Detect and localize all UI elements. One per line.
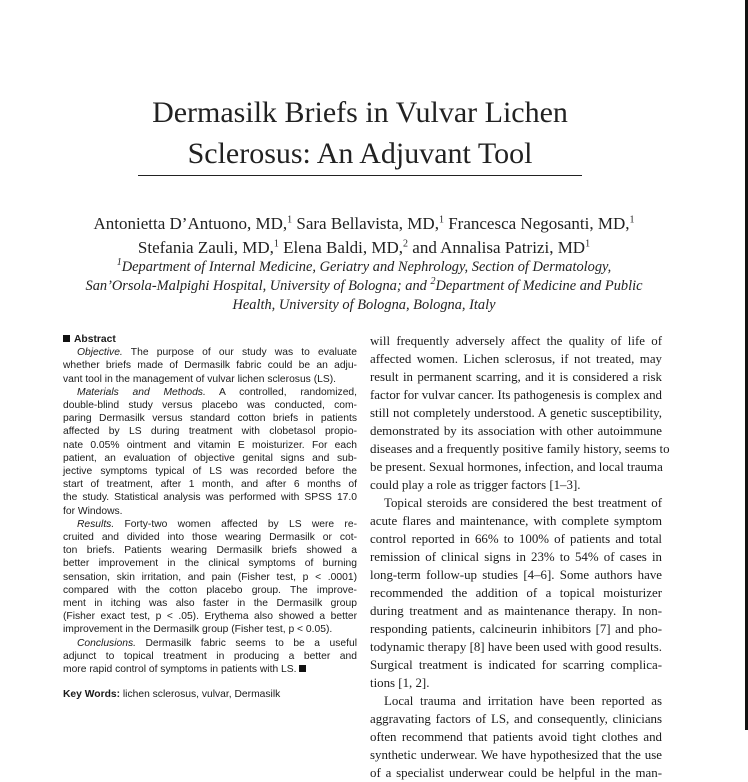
body-line: aggravating factors of LS, and consequently, clinicians: [370, 712, 662, 726]
abstract-conclusions: [63, 637, 357, 677]
affiliation-line: [40, 277, 688, 296]
body-line: be present. Sexual hormones, infection, and local trauma: [370, 460, 663, 474]
keywords-label: Key Words:: [63, 689, 121, 701]
body-paragraph: [370, 494, 662, 692]
body-line: Surgical treatment is indicated for scarring complica-: [370, 658, 662, 672]
author-line: [40, 236, 688, 260]
body-line: factor for vulvar cancer. Its pathogenesis is complex and: [370, 388, 662, 402]
body-line: Topical steroids are considered the best treatment of: [384, 496, 662, 510]
section-label: Results.: [77, 518, 115, 530]
title-line: Dermasilk Briefs in Vulvar Lichen: [152, 96, 568, 129]
affiliation-marker: 1: [629, 214, 635, 226]
abstract-line: improvement in the Dermasilk group (Fisher test, p < 0.05).: [63, 624, 333, 636]
abstract-line: patient, an evaluation of objective genital signs and sub-: [63, 452, 357, 464]
affiliation-marker: 1: [585, 238, 591, 250]
abstract-line: for Windows.: [63, 505, 123, 517]
body-line: still not completely understood. A genetic susceptibility,: [370, 406, 662, 420]
abstract-line: vant tool in the management of vulvar lichen sclerosus (LS).: [63, 373, 337, 385]
abstract-line: better improvement in the clinical symptoms of burning: [63, 558, 357, 570]
author-name: Francesca Negosanti, MD,: [443, 214, 630, 233]
title-rule: [138, 175, 582, 176]
square-bullet-icon: [63, 335, 70, 342]
abstract-text: A controlled, randomized,: [205, 386, 358, 398]
author-name: Sara Bellavista, MD,: [292, 214, 439, 233]
affiliations: [40, 258, 688, 315]
body-line: demonstrated by its association with other autoimmune: [370, 424, 662, 438]
affiliation-marker: 2: [430, 276, 436, 288]
body-line: often recommend that patients avoid tight clothes and: [370, 730, 662, 744]
abstract-text: The purpose of our study was to evaluate: [122, 347, 357, 359]
body-line: long-term follow-up studies [4–6]. Some authors have: [370, 568, 662, 582]
abstract-line: [63, 386, 357, 399]
body-line: will frequently adversely affect the quality of life of: [370, 334, 662, 348]
abstract-methods: [63, 386, 357, 518]
body-line: todynamic therapy [8] have been used with good results.: [370, 640, 662, 654]
abstract-text: Dermasilk fabric seems to be a useful: [135, 637, 357, 649]
body-line: tions [1, 2].: [370, 676, 430, 690]
abstract-line: ment in itching was also faster in the Dermasilk group: [63, 598, 357, 610]
abstract-line: [63, 518, 357, 531]
abstract-line: whether briefs made of Dermasilk fabric could be an adju-: [63, 360, 357, 372]
body-column: [370, 332, 670, 782]
abstract: [63, 333, 357, 701]
body-line: during treatment and as maintenance therapy. In non-: [370, 604, 662, 618]
abstract-text: Forty-two women affected by LS were re-: [114, 518, 357, 530]
body-line: recommended the addition of a topical moisturizer: [370, 586, 662, 600]
affiliation-marker: 1: [438, 214, 444, 226]
abstract-line: affected by LS during treatment with clobetasol propio-: [63, 426, 357, 438]
square-end-icon: [299, 665, 306, 672]
abstract-line: adjunct to topical treatment in producing a better and: [63, 650, 357, 662]
affiliation-text: Department of Internal Medicine, Geriatry and Nephrology, Section of Dermatology,: [121, 259, 612, 275]
abstract-line: compared with the cotton placebo group. The improve-: [63, 584, 357, 596]
author-name: and Annalisa Patrizi, MD: [408, 238, 586, 257]
section-label: Materials and Methods.: [77, 386, 206, 398]
body-line: could play a role as trigger factors [1–3].: [370, 478, 581, 492]
abstract-text: more rapid control of symptoms in patients with LS.: [63, 664, 297, 676]
author-name: Antonietta D’Antuono, MD,: [93, 214, 288, 233]
affiliation-line: Health, University of Bologna, Bologna, Italy: [232, 297, 496, 313]
author-line: [40, 212, 688, 236]
affiliation-marker: 1: [287, 214, 293, 226]
abstract-objective: [63, 346, 357, 386]
body-line: responding patients, calcineurin inhibitors [7] and pho-: [370, 622, 662, 636]
abstract-line: ton briefs. Patients wearing Dermasilk briefs showed a: [63, 545, 357, 557]
abstract-line: cruited and divided into those wearing Dermasilk or cot-: [63, 532, 357, 544]
body-line: affected women. Lichen sclerosus, if not treated, may: [370, 352, 662, 366]
body-paragraph: [370, 692, 662, 782]
author-name: Elena Baldi, MD,: [278, 238, 404, 257]
abstract-line: nate 0.05% ointment and vitamin E moisturizer. For each: [63, 439, 357, 451]
abstract-results: [63, 518, 357, 637]
abstract-heading-text: Abstract: [74, 334, 116, 345]
affiliation-marker: 1: [116, 257, 122, 269]
body-line: of a specialist underwear could be helpful in the man-: [370, 766, 662, 780]
abstract-line: jective symptoms typical of LS was recorded before the: [63, 466, 357, 478]
abstract-line: sensation, skin irritation, and pain (Fisher test, p < .0001): [63, 571, 357, 583]
section-label: Conclusions.: [77, 637, 136, 649]
title-line: Sclerosus: An Adjuvant Tool: [187, 137, 533, 170]
affiliation-marker: 1: [273, 238, 279, 250]
affiliation-line: [40, 258, 688, 277]
body-line: diseases and a frequently positive family history, seems to: [370, 442, 670, 456]
body-line: control reported in 66% to 100% of patients and total: [370, 532, 662, 546]
body-line: synthetic underwear. We have hypothesized that the use: [370, 748, 662, 762]
affiliation-marker: 2: [403, 238, 409, 250]
body-line: acute flares and maintenance, with complete symptom: [370, 514, 662, 528]
body-line: remission of clinical signs in 23% to 54% of cases in: [370, 550, 662, 564]
abstract-heading: [63, 333, 357, 346]
body-line: Local trauma and irritation have been reported as: [384, 694, 662, 708]
abstract-line: start of treatment, after 1 month, and after 6 months of: [63, 479, 357, 491]
abstract-line: (Fisher exact test, p < .05). Erythema also showed a better: [63, 611, 357, 623]
abstract-line: double-blind study versus placebo was conducted, com-: [63, 400, 357, 412]
body-line: result in permanent scarring, and it is considered a risk: [370, 370, 662, 384]
affiliation-text: Department of Medicine and Public: [435, 278, 643, 294]
author-name: Stefania Zauli, MD,: [137, 238, 274, 257]
article-title: [60, 92, 660, 174]
body-paragraph: [370, 332, 670, 494]
abstract-line: [63, 663, 357, 676]
affiliation-text: San’Orsola-Malpighi Hospital, University of Bologna; and: [85, 278, 431, 294]
keywords-text: lichen sclerosus, vulvar, Dermasilk: [120, 689, 281, 701]
abstract-line: the study. Statistical analysis was performed with SPSS 17.0: [63, 492, 357, 504]
keywords: [63, 688, 357, 701]
abstract-line: [63, 637, 357, 650]
section-label: Objective.: [77, 347, 123, 359]
author-list: [40, 212, 688, 260]
abstract-line: paring Dermasilk versus standard cotton briefs in patients: [63, 413, 357, 425]
abstract-line: [63, 346, 357, 359]
